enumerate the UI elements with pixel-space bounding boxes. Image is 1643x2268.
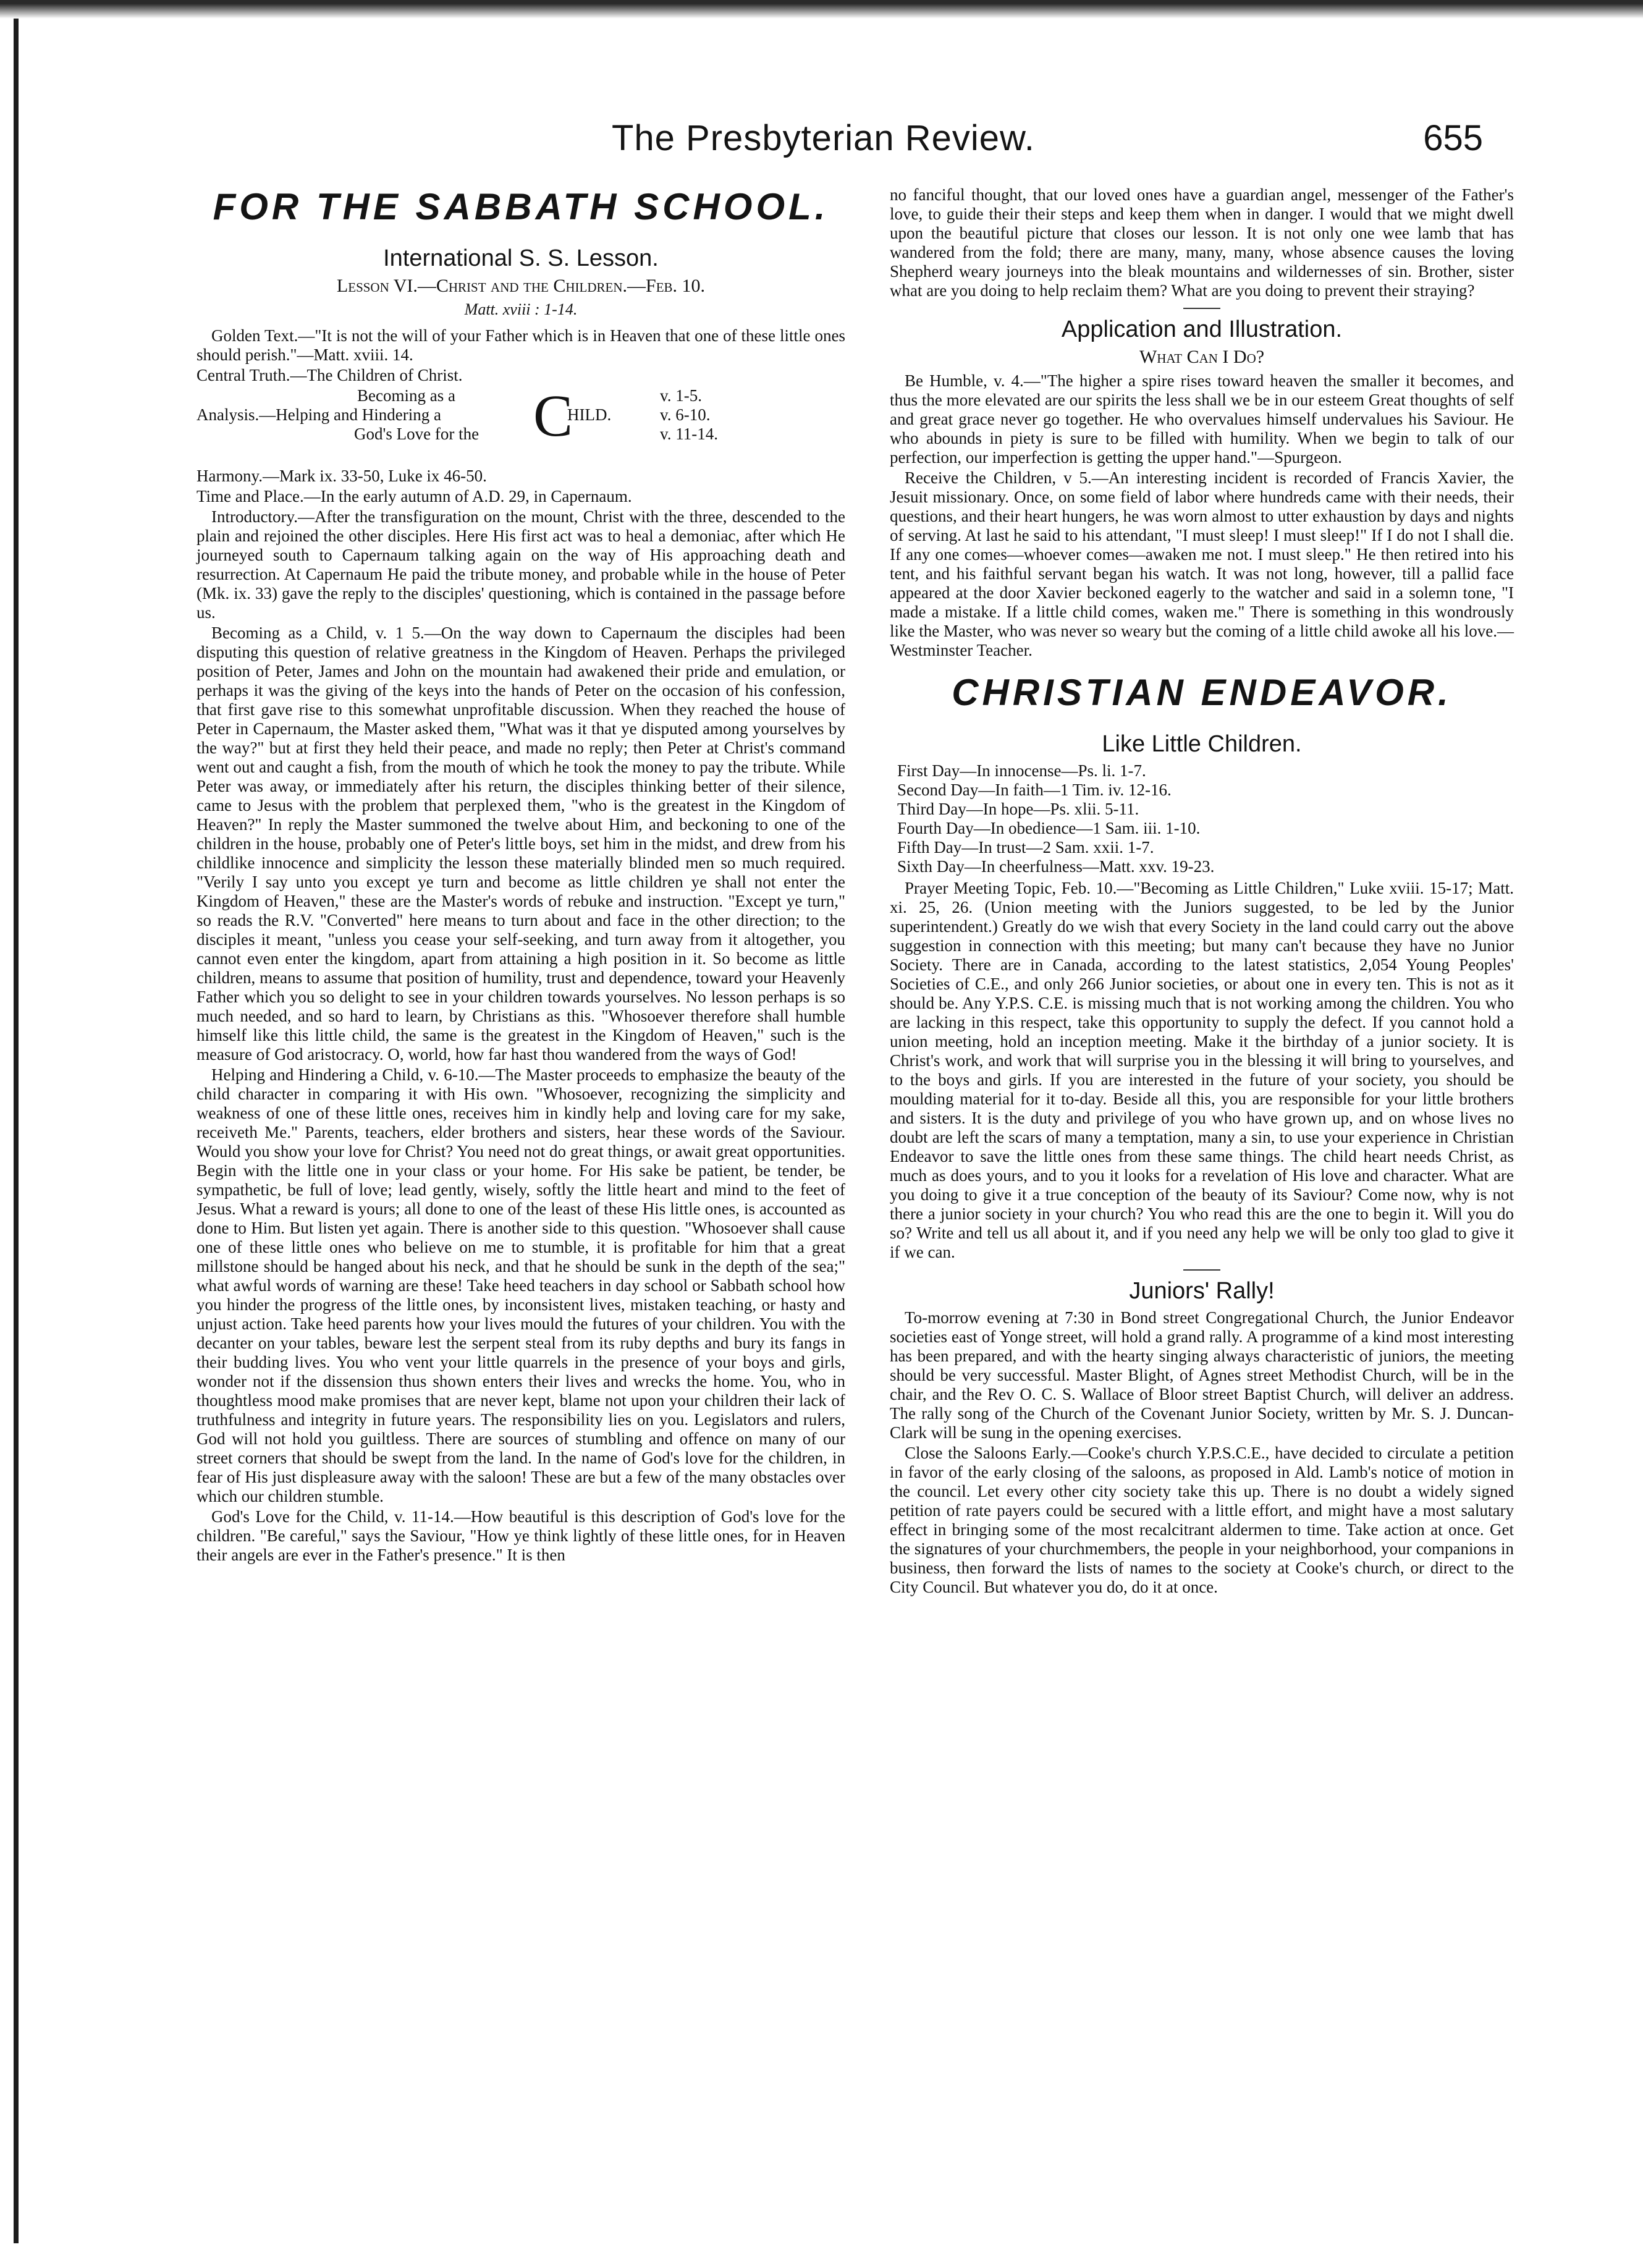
application-heading: Application and Illustration.	[1061, 316, 1343, 342]
analysis-block	[196, 383, 845, 463]
daily-readings-list	[897, 761, 1514, 876]
lesson-continuation: no fanciful thought, that our loved ones have a guardian angel, messenger of the Father's love, to guide their their steps and keep them when in danger. I would that we might dwell upon the beautiful picture that closes our lesson. It is not only one wee lamb that has wandered from the fold; there are many, many, many, whose absence causes the loving Shepherd weary journeys into the bleak mountains and wildernesses of sin. Brother, sister what are you doing to help reclaim them? What are you doing to prevent their straying?	[890, 185, 1514, 300]
daily-reading-item: Fifth Day—In trust—2 Sam. xxii. 1-7.	[897, 838, 1154, 857]
harmony-line: Harmony.—Mark ix. 33-50, Luke ix 46-50.	[196, 467, 487, 485]
analysis-ref-1: v. 1-5.	[660, 386, 702, 405]
analysis-label: Analysis.—Helping and Hindering a	[196, 405, 441, 424]
time-place-line: Time and Place.—In the early autumn of A.D. 29, in Capernaum.	[196, 487, 632, 506]
golden-text: Golden Text.—"It is not the will of your Father which is in Heaven that one of these little ones should perish."—Matt. xviii. 14.	[196, 326, 845, 364]
prayer-meeting-paragraph: Prayer Meeting Topic, Feb. 10.—"Becoming as Little Children," Luke xviii. 15-17; Matt. xi. 25, 26. (Union meeting with the Juniors suggested, to be led by the Junior superintendent.) Greatly do we wish that every Society in the land could carry out the above suggestion in connection with this meeting; but many can't because they have no Junior Society. There are in Canada, according to the latest statistics, 2,054 Young Peoples' Societies of C.E., and only 266 Junior societies, or about one in every ten. This is not as it should be. Any Y.P.S. C.E. is missing much that is not working among the children. You who are lacking in this respect, take this opportunity to supply the defect. If you cannot hold a union meeting, hold an inception meeting. Make it the birthday of a junior society. It is Christ's work, and work that will surprise you in the blessing it will bring to yourselves, and to the boys and girls. If you are interested in the future of your society, you should be moulding material for it to-day. Beside all this, you are responsible for your little brothers and sisters. It is the duty and privilege of you who have grown up, and on whose lives no doubt are left the scars of many a temptation, many a sin, to use your experience in Christian Endeavor to save the little ones from these same things. The child heart needs Christ, as much as does yours, and to you it looks for a revelation of His love and character. What are you doing to give it a true conception of the beauty of its Saviour? Come now, why is not there a junior society in your church? You who read this are the one to begin it. Will you do so? Write and tell us all about it, and if you need any help we will be only too glad to give it if we can.	[890, 879, 1514, 1261]
divider	[1183, 308, 1220, 309]
analysis-big-letter: C	[533, 383, 573, 449]
analysis-line-1: Becoming as a	[357, 386, 455, 405]
helping-paragraph: Helping and Hindering a Child, v. 6-10.—The Master proceeds to emphasize the beauty of the child character in comparing it with His own. "Whosoever, recognizing the simplicity and weakness of one of these little ones, receives him in kindly help and loving care for my sake, receiveth Me." Parents, teachers, elder brothers and sisters, hear these words of the Saviour. Would you show your love for Christ? You need not do great things, or await great opportunities. Begin with the little one in your class or your home. For His sake be patient, be tender, be sympathetic, be full of love; lead gently, wisely, softly the little heart and mind to the feet of Jesus. What a reward is yours; all done to one of the least of these His little ones, is accounted as done to Him. But listen yet again. There is another side to this question. "Whosoever shall cause one of these little ones who believe on me to stumble, it is profitable for him that a great millstone should be hanged about his neck, and that he should be sunk in the depth of the sea;" what awful words of warning are these! Take heed teachers in day school or Sabbath school how you hinder the progress of the little ones, by inconsistent lives, mistaken teaching, or hasty and unjust action. Take heed parents how your lives mould the futures of your children. You with the decanter on your tables, beware lest the serpent steal from its ruby depths and bury its fangs in their budding lives. You who vent your little quarrels in the presence of your boys and girls, wonder not if the dissension thus shown enters their lives and wrecks the home. You, who in thoughtless mood make promises that are never kept, blame not upon your children their lack of truthfulness and integrity in future years. The responsibility lies on you. Legislators and rulers, God will not hold you guiltless. There are sources of stumbling and offence on many of our street corners that should be swept from the land. In the name of God's love for the children, in fear of His just displeasure away with the saloon! These are but a few of the many obstacles over which our children stumble.	[196, 1065, 845, 1505]
daily-reading-item: Third Day—In hope—Ps. xlii. 5-11.	[897, 800, 1139, 818]
juniors-rally-heading: Juniors' Rally!	[1129, 1278, 1275, 1304]
analysis-ref-2: v. 6-10.	[660, 405, 711, 424]
right-column	[890, 185, 1514, 1598]
becoming-paragraph: Becoming as a Child, v. 1 5.—On the way down to Capernaum the disciples had been disputing this question of relative greatness in the Kingdom of Heaven. Perhaps the privileged position of Peter, James and John on the mountain had awakened their pride and emulation, or perhaps it was the giving of the keys into the hands of Peter on the occasion of his confession, that first gave rise to this somewhat unprofitable discussion. When they reached the house of Peter in Capernaum, the Master asked them, "What was it that ye disputed among yourselves by the way?" but at first they held their peace, and made no reply; then Peter at Christ's command went out and caught a fish, from the mouth of which he took the money to pay the tribute. While Peter was away, or immediately after his return, the disciples thinking better of their silence, came to Jesus with the problem that perplexed them, "who is the greatest in the Kingdom of Heaven?" In reply the Master summoned the twelve about Him, and beckoning to one of the children in the house, probably one of Peter's little boys, set him in the midst, and drew from his childlike innocence and simplicity the lesson these materially blinded men so much required. "Verily I say unto you except ye turn and become as little children ye shall not enter the Kingdom of Heaven," these are the Master's words of rebuke and instruction. "Except ye turn," so reads the R.V. "Converted" here means to turn about and face in the other direction; to the disciples it meant, "unless you cease your self-seeking, and turn away from it altogether, you cannot even enter the kingdom, apart from attaining a high position in it. So become as little children, means to assume that position of humility, trust and dependence, toward your Heavenly Father which you so delight to see in your children towards yourselves. No lesson perhaps is so much needed, and so hard to learn, by Christians as this. "Whosoever therefore shall humble himself like this little child, the same is the greatest in the Kingdom of Heaven," such is the measure of God aristocracy. O, world, how far hast thou wandered from the ways of God!	[196, 624, 845, 1064]
daily-reading-item: Second Day—In faith—1 Tim. iv. 12-16.	[897, 781, 1172, 799]
like-little-children-heading: Like Little Children.	[1102, 731, 1302, 757]
analysis-line-3: God's Love for the	[354, 425, 479, 443]
analysis-word-rest: HILD.	[567, 405, 612, 424]
gods-love-paragraph: God's Love for the Child, v. 11-14.—How beautiful is this description of God's love for the children. "Be careful," says the Saviour, "How ye think lightly of these little ones, for in Heaven their angels are ever in the Father's presence." It is then	[196, 1507, 845, 1564]
left-column	[196, 185, 845, 1566]
daily-reading-item: First Day—In innocense—Ps. li. 1-7.	[897, 761, 1146, 780]
daily-reading-item: Sixth Day—In cheerfulness—Matt. xxv. 19-23.	[897, 857, 1215, 876]
scan-edge-top	[0, 0, 1643, 19]
scan-edge-left	[14, 19, 19, 2243]
page-number: 655	[1423, 118, 1483, 158]
masthead	[612, 117, 1483, 161]
receive-children-paragraph: Receive the Children, v 5.—An interesting incident is recorded of Francis Xavier, the Jesuit missionary. Once, on some field of labor where hundreds came with their needs, their questions, and their heart hungers, he was worn almost to utter exhaustion by days and nights of serving. At last he said to his attendant, "I must sleep! I must sleep!" If I do not I shall die. If any one comes—whoever comes—awaken me not. I must sleep." He then retired into his tent, and his faithful servant began his watch. It was not long, however, till a pallid face appeared at the door Xavier beckoned eagerly to the watcher and said in a solemn tone, "I made a mistake. If a little child comes, waken me." There is something in this wondrously like the Master, who was never so weary but the coming of a little child awoke all his love.—Westminster Teacher.	[890, 468, 1514, 659]
lesson-series-heading: International S. S. Lesson.	[383, 245, 659, 271]
lesson-passage: Matt. xviii : 1-14.	[464, 300, 578, 318]
lesson-title: Lesson VI.—Christ and the Children.—Feb. 10.	[336, 276, 706, 296]
central-truth: Central Truth.—The Children of Christ.	[196, 366, 463, 384]
analysis-ref-3: v. 11-14.	[660, 425, 718, 443]
be-humble-paragraph: Be Humble, v. 4.—"The higher a spire rises toward heaven the smaller it becomes, and thus the more elevated are our spirits the less shall we be in our esteem Great thoughts of self and great grace never go together. He who overvalues himself undervalues his Saviour. He who abounds in piety is sure to be filled with humility. When we begin to talk of our perfection, our imperfection is getting the upper hand."—Spurgeon.	[890, 371, 1514, 467]
close-saloons-paragraph: Close the Saloons Early.—Cooke's church Y.P.S.C.E., have decided to circulate a petition in favor of the early closing of the saloons, as proposed in Ald. Lamb's notice of motion in the council. Let every other city society take this up. There is no doubt a widely signed petition of rate payers could be secured with a little effort, and might have a most salutary effect in bringing some of the most recalcitrant aldermen to time. Take action at once. Get the signatures of your churchmembers, the people in your neighborhood, your companions in business, then forward the lists of names to the society at Cooke's church, or direct to the City Council. But whatever you do, do it at once.	[890, 1444, 1514, 1596]
divider	[1183, 1269, 1220, 1271]
juniors-rally-paragraph: To-morrow evening at 7:30 in Bond street Congregational Church, the Junior Endeavor societies east of Yonge street, will hold a grand rally. A programme of a kind most interesting has been prepared, and with the hearty singing always characteristic of juniors, the meeting should be very successful. Master Blight, of Agnes street Methodist Church, will be in the chair, and the Rev O. C. S. Wallace of Bloor street Baptist Church, will deliver an address. The rally song of the Church of the Covenant Junior Society, written by Mr. S. J. Duncan-Clark will be sung in the opening exercises.	[890, 1308, 1514, 1442]
daily-reading-item: Fourth Day—In obedience—1 Sam. iii. 1-10.	[897, 819, 1201, 837]
publication-title: The Presbyterian Review.	[612, 118, 1035, 158]
introductory-paragraph: Introductory.—After the transfiguration on the mount, Christ with the three, descended to the plain and rejoined the other disciples. Here His first act was to heal a demoniac, after which He journeyed south to Capernaum talking again on the way of His approaching death and resurrection. At Capernaum He paid the tribute money, and probable while in the house of Peter (Mk. ix. 33) gave the reply to the disciples' questioning, which is contained in the passage before us.	[196, 507, 845, 622]
sabbath-school-heading: FOR THE SABBATH SCHOOL.	[213, 186, 829, 227]
christian-endeavor-heading: CHRISTIAN ENDEAVOR.	[952, 672, 1452, 713]
application-subheading: What Can I Do?	[1139, 347, 1265, 367]
